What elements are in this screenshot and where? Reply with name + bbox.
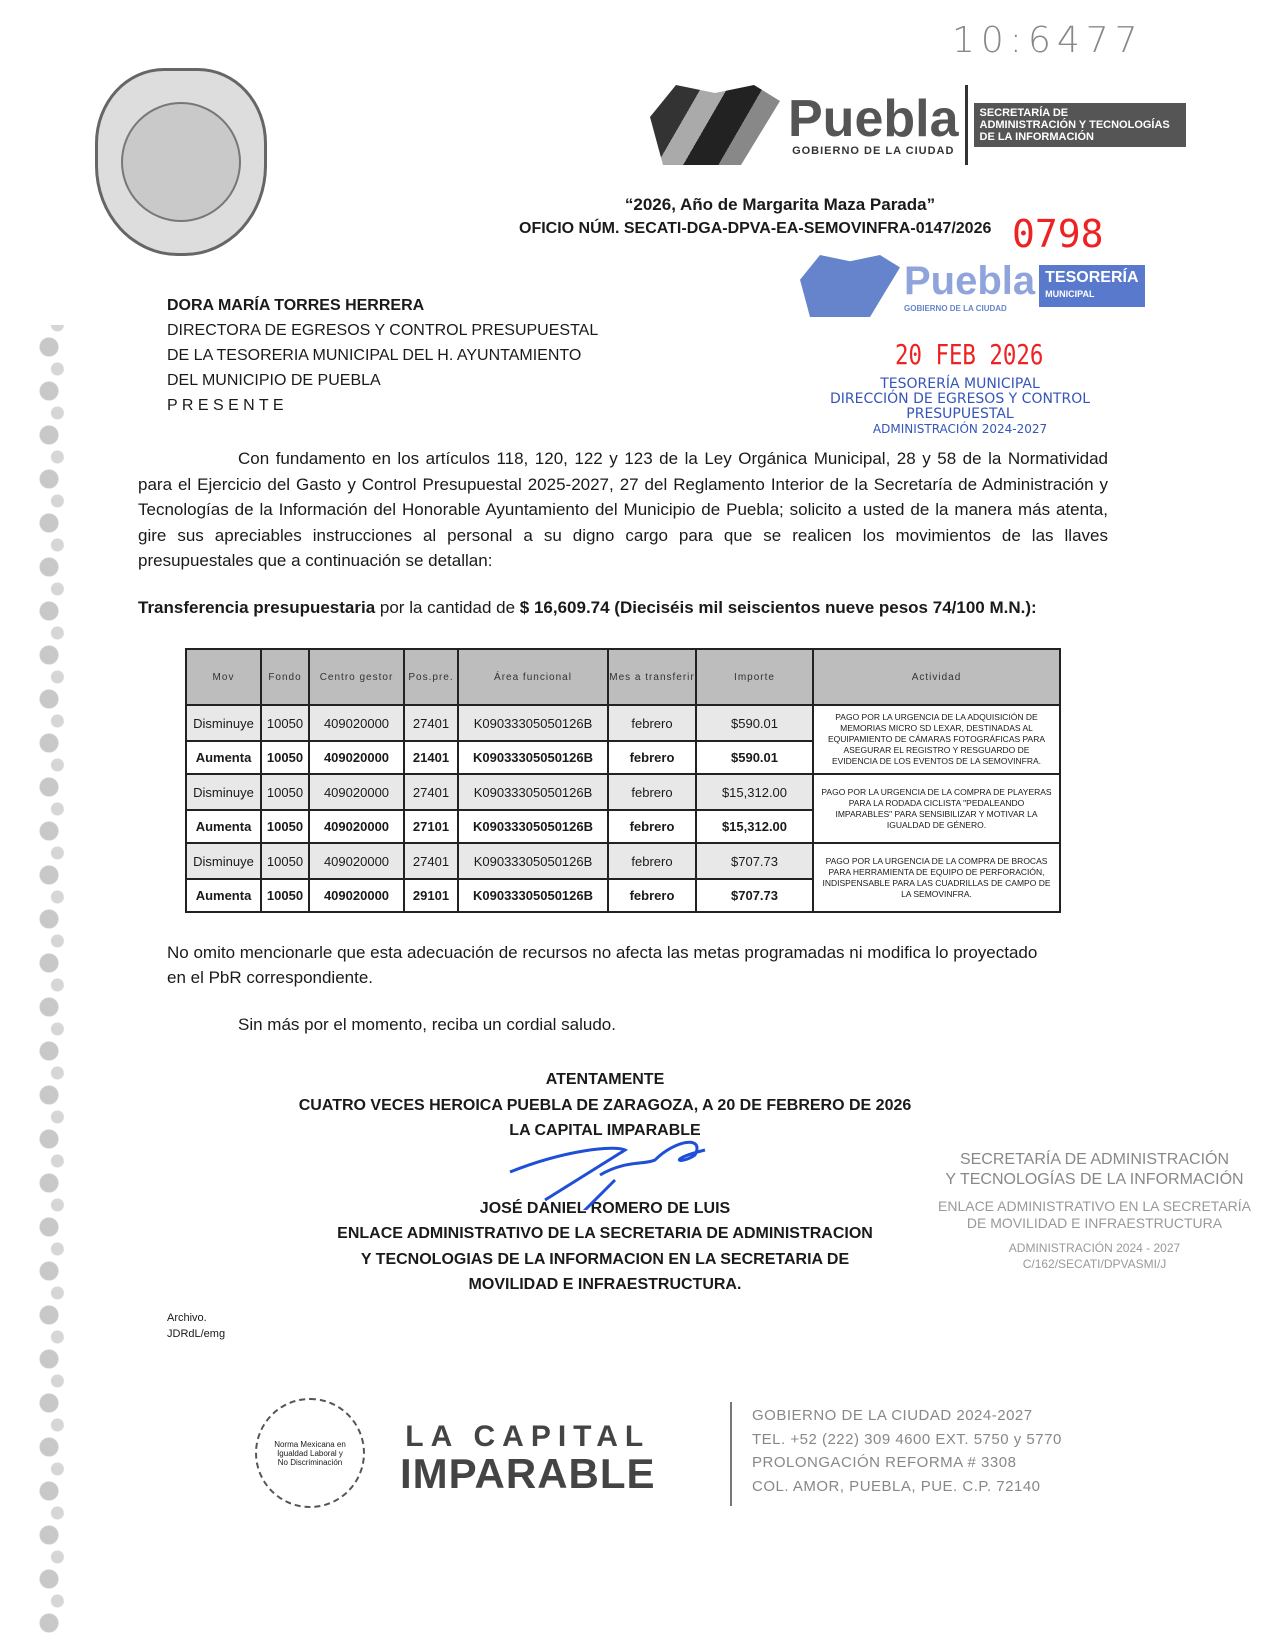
table-cell: febrero: [608, 741, 696, 774]
puebla-logo: [650, 85, 1186, 165]
table-cell: febrero: [608, 810, 696, 843]
capital-imparable-logo: LA CAPITAL IMPARABLE: [400, 1420, 656, 1497]
table-cell: Disminuye: [186, 705, 261, 741]
table-cell: 409020000: [309, 741, 404, 774]
table-cell: Disminuye: [186, 774, 261, 810]
secretaria-stamp: SECRETARÍA DE ADMINISTRACIÓN Y TECNOLOGÍAS DE LA INFORMACIÓN: [945, 1151, 1244, 1188]
table-cell: febrero: [608, 843, 696, 879]
table-cell: febrero: [608, 879, 696, 912]
archive-ref: Archivo. JDRdL/emg: [167, 1312, 226, 1340]
signer-name: JOSÉ DANIEL ROMERO DE LUIS: [479, 1199, 731, 1217]
footer-divider: [730, 1402, 732, 1506]
logo-sub: GOBIERNO DE LA CIUDAD: [792, 145, 955, 157]
body-paragraph: Con fundamento en los artículos 118, 120, 122 y 123 de la Ley Orgánica Municipal, 28 y 58 de la Normatividad para el Ejercicio del Gasto y Control Presupuestal 2025-2027, 27 del Reglamento Interior de la Secretaría de Administración y Tecnologías de la Información del Honorable Ayuntamiento del Municipio de Puebla; solicito a usted de la manera más atenta, gire sus apreciables instrucciones al personal a su digno cargo para que se realicen los movimientos de las llaves presupuestales que a continuación se detallan:: [138, 449, 1108, 570]
column-header: Área funcional: [458, 649, 608, 705]
closing: Sin más por el momento, reciba un cordial saludo.: [238, 1015, 616, 1034]
column-header: Fondo: [261, 649, 309, 705]
table-row: [186, 774, 1060, 810]
table-cell: 409020000: [309, 774, 404, 810]
budget-table: [185, 648, 1061, 913]
signature-block: ATENTAMENTE CUATRO VECES HEROICA PUEBLA DE ZARAGOZA, A 20 DE FEBRERO DE 2026 LA CAPITAL IMPARABLE JOSÉ DANIEL ROMERO DE LUIS ENLACE ADMINISTRATIVO DE LA SECRETARIA DE ADMINISTRACION Y TECNOLOGIAS DE LA INFORMACION EN LA SECRETARIA DE MOVILIDAD E INFRAESTRUCTURA.: [290, 1067, 920, 1298]
table-cell: Aumenta: [186, 741, 261, 774]
transfer-line: Transferencia presupuestaria por la cantidad de $ 16,609.74 (Dieciséis mil seiscientos nueve pesos 74/100 M.N.):: [138, 598, 1037, 617]
table-cell: 29101: [404, 879, 458, 912]
table-cell: 409020000: [309, 843, 404, 879]
table-cell: Aumenta: [186, 879, 261, 912]
table-cell: $590.01: [696, 705, 813, 741]
table-cell: Disminuye: [186, 843, 261, 879]
table-row: [186, 705, 1060, 741]
handwritten-note: 10:6477: [952, 20, 1144, 61]
footer-contact: GOBIERNO DE LA CIUDAD 2024-2027 TEL. +52 (222) 309 4600 EXT. 5750 y 5770 PROLONGACIÓN REFORMA # 3308 COL. AMOR, PUEBLA, PUE. C.P. 72140: [752, 1407, 1062, 1495]
table-cell: K09033305050126B: [458, 774, 608, 810]
actividad-cell: PAGO POR LA URGENCIA DE LA COMPRA DE BROCAS PARA HERRAMIENTA DE EQUIPO DE PERFORACIÓN, INDISPENSABLE PARA LAS CUADRILLAS DE CAMPO DE LA SEMOVINFRA.: [813, 843, 1060, 912]
receipt-stamp: TESORERÍA MUNICIPAL DIRECCIÓN DE EGRESOS Y CONTROL PRESUPUESTAL ADMINISTRACIÓN 2024-2027: [829, 376, 1091, 436]
table-cell: $15,312.00: [696, 810, 813, 843]
column-header: Mes a transferir: [608, 649, 696, 705]
logo-word: Puebla: [788, 90, 959, 148]
table-cell: febrero: [608, 705, 696, 741]
table-cell: 409020000: [309, 810, 404, 843]
table-cell: 409020000: [309, 705, 404, 741]
date-stamp: 20 FEB 2026: [895, 338, 1044, 371]
column-header: Centro gestor: [309, 649, 404, 705]
decorative-border: [20, 325, 78, 1635]
signature-stamps: [932, 1150, 1257, 1272]
column-header: Mov: [186, 649, 261, 705]
table-cell: 10050: [261, 774, 309, 810]
addressee: DORA MARÍA TORRES HERRERA DIRECTORA DE EGRESOS Y CONTROL PRESUPUESTAL DE LA TESORERIA MUNICIPAL DEL H. AYUNTAMIENTO DEL MUNICIPIO DE PUEBLA P R E S E N T E: [167, 297, 599, 414]
column-header: Pos.pre.: [404, 649, 458, 705]
folio-stamp: 0798: [1012, 212, 1104, 256]
table-cell: $15,312.00: [696, 774, 813, 810]
logo-art-icon: [650, 85, 780, 165]
column-header: Importe: [696, 649, 813, 705]
table-cell: Aumenta: [186, 810, 261, 843]
table-cell: K09033305050126B: [458, 810, 608, 843]
table-cell: febrero: [608, 774, 696, 810]
table-cell: 27401: [404, 843, 458, 879]
column-header: Actividad: [813, 649, 1060, 705]
table-cell: 27401: [404, 774, 458, 810]
table-cell: K09033305050126B: [458, 741, 608, 774]
table-cell: K09033305050126B: [458, 879, 608, 912]
table-cell: 10050: [261, 741, 309, 774]
secretaria-box: SECRETARÍA DE ADMINISTRACIÓN Y TECNOLOGÍAS DE LA INFORMACIÓN: [974, 103, 1186, 147]
table-cell: 27401: [404, 705, 458, 741]
equality-seal: Norma Mexicana en Igualdad Laboral y No Discriminación: [255, 1398, 365, 1508]
enlace-stamp: ENLACE ADMINISTRATIVO EN LA SECRETARÍA DE MOVILIDAD E INFRAESTRUCTURA: [938, 1198, 1251, 1231]
table-cell: 409020000: [309, 879, 404, 912]
table-cell: 10050: [261, 879, 309, 912]
oficio-number: OFICIO NÚM. SECATI-DGA-DPVA-EA-SEMOVINFRA-0147/2026: [519, 220, 992, 237]
table-cell: 10050: [261, 843, 309, 879]
paragraph-metas: No omito mencionarle que esta adecuación de recursos no afecta las metas programadas ni modifica lo proyectado en el PbR correspondiente.: [167, 943, 1038, 987]
table-cell: K09033305050126B: [458, 705, 608, 741]
table-cell: 21401: [404, 741, 458, 774]
table-cell: 10050: [261, 810, 309, 843]
admin-stamp: ADMINISTRACIÓN 2024 - 2027 C/162/SECATI/DPVASMI/J: [1008, 1241, 1181, 1271]
table-cell: $590.01: [696, 741, 813, 774]
table-row: [186, 843, 1060, 879]
table-cell: 27101: [404, 810, 458, 843]
table-cell: K09033305050126B: [458, 843, 608, 879]
table-cell: 10050: [261, 705, 309, 741]
handwritten-signature: [505, 1120, 725, 1210]
motto: “2026, Año de Margarita Maza Parada”: [624, 195, 936, 214]
table-cell: $707.73: [696, 879, 813, 912]
actividad-cell: PAGO POR LA URGENCIA DE LA COMPRA DE PLAYERAS PARA LA RODADA CICLISTA "PEDALEANDO IMPARABLES" PARA SENSIBILIZAR Y MOTIVAR LA IGUALDAD DE GÉNERO.: [813, 774, 1060, 843]
municipal-seal: [95, 68, 267, 256]
actividad-cell: PAGO POR LA URGENCIA DE LA ADQUISICIÓN DE MEMORIAS MICRO SD LEXAR, DESTINADAS AL EQUIPAMIENTO DE CÁMARAS FOTOGRÁFICAS PARA ASEGURAR EL REGISTRO Y RESGUARDO DE EVIDENCIA DE LOS EVENTOS DE LA SEMOVINFRA.: [813, 705, 1060, 774]
tesoreria-stamp: Puebla GOBIERNO DE LA CIUDAD TESORERÍA MUNICIPAL: [800, 255, 1145, 317]
table-cell: $707.73: [696, 843, 813, 879]
